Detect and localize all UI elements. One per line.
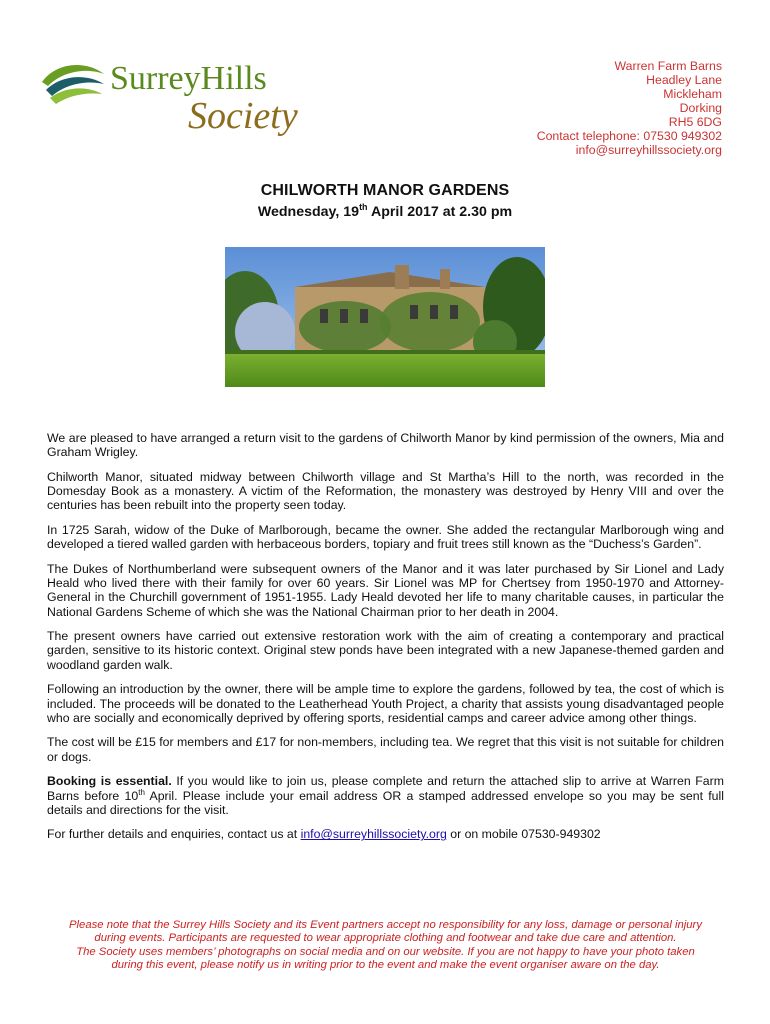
- disclaimer: [47, 919, 724, 972]
- manor-photo-illustration: [225, 247, 545, 387]
- swoosh-icon: [42, 65, 104, 104]
- event-date-prefix: Wednesday, 19: [257, 204, 360, 220]
- booking-text-a: If you would like to join us, please complete and return the attached slip to arrive at Warren Farm Barns before 10: [47, 774, 724, 803]
- booking-essential: Booking is essential.: [47, 774, 172, 789]
- contact-text-b: or on mobile 07530-949302: [446, 827, 601, 842]
- logo-graphic: [38, 52, 338, 147]
- paragraph-programme: Following an introduction by the owner, there will be ample time to explore the gardens, followed by tea, the cost of which is included. The proceeds will be donated to the Leatherhead Youth Project, a charity that assists young disadvantaged people who are socially and economically deprived by offering sports, residential camps and career advice among other things.: [47, 682, 724, 725]
- manor-photo: [225, 247, 545, 387]
- disclaimer-line: during this event, please notify us in writing prior to the event and make the event organiser aware on the day.: [111, 958, 660, 971]
- paragraph-owners: The Dukes of Northumberland were subsequent owners of the Manor and it was later purchased by Sir Lionel and Lady Heald who lived there with their family for over 60 years. Sir Lionel was MP for Chertsey from 1950-1970 and Attorney-General in the Churchill government of 1951-1955. Lady Heald devoted her life to many charitable causes, in particular the National Gardens Scheme of which she was the National Chairman prior to her death in 2004.: [47, 561, 724, 619]
- address-line: Dorking: [679, 101, 722, 115]
- contact-address: [537, 59, 722, 157]
- booking-text-b: April. Please include your email address OR a stamped addressed envelope so you may be sent full details and directions for the visit.: [47, 788, 724, 817]
- address-line: Warren Farm Barns: [614, 59, 722, 73]
- logo-text-society: Society: [188, 95, 298, 137]
- address-line: Mickleham: [663, 87, 722, 101]
- surrey-hills-society-logo: [38, 52, 338, 147]
- paragraph-intro: We are pleased to have arranged a return visit to the gardens of Chilworth Manor by kind permission of the owners, Mia and Graham Wrigley.: [47, 431, 724, 460]
- event-description: [47, 431, 724, 852]
- logo-text-surreyhills: SurreyHills: [110, 60, 267, 97]
- booking-sup: th: [138, 787, 145, 797]
- disclaimer-line: The Society uses members’ photographs on social media and on our website. If you are not happy to have your photo taken: [76, 945, 695, 958]
- paragraph-history: Chilworth Manor, situated midway between Chilworth village and St Martha’s Hill to the north, was recorded in the Domesday Book as a monastery. A victim of the Reformation, the monastery was destroyed by Henry VIII and over the centuries has been rebuilt into the property seen today.: [47, 469, 724, 513]
- contact-telephone: Contact telephone: 07530 949302: [536, 129, 722, 143]
- disclaimer-line: during events. Participants are requested to wear appropriate clothing and footwear and take due care and attention.: [94, 932, 677, 945]
- paragraph-restoration: The present owners have carried out extensive restoration work with the aim of creating a contemporary and practical garden, sensitive to its historic context. Original stew ponds have been integrated with a new Japanese-themed garden and woodland garden walk.: [47, 629, 724, 672]
- event-title: CHILWORTH MANOR GARDENS: [260, 182, 510, 199]
- disclaimer-line: Please note that the Surrey Hills Society and its Event partners accept no responsibility for any loss, damage or personal injury: [69, 919, 702, 931]
- paragraph-contact: [47, 827, 724, 841]
- address-line: RH5 6DG: [668, 115, 722, 129]
- paragraph-marlborough: In 1725 Sarah, widow of the Duke of Marlborough, became the owner. She added the rectangular Marlborough wing and developed a tiered walled garden with herbaceous borders, topiary and fruit trees still known as the “Duchess’s Garden”.: [47, 523, 724, 552]
- email-link[interactable]: info@surreyhillssociety.org: [300, 827, 447, 842]
- paragraph-booking: [47, 774, 724, 817]
- event-date-sup: th: [359, 202, 368, 212]
- address-line: Headley Lane: [646, 73, 722, 87]
- contact-text-a: For further details and enquiries, contact us at: [47, 827, 301, 842]
- event-heading: [0, 182, 770, 220]
- event-date: [0, 204, 770, 220]
- event-date-rest: April 2017 at 2.30 pm: [367, 204, 513, 220]
- contact-email[interactable]: info@surreyhillssociety.org: [575, 143, 722, 157]
- paragraph-cost: The cost will be £15 for members and £17 for non-members, including tea. We regret that this visit is not suitable for children or dogs.: [47, 735, 724, 764]
